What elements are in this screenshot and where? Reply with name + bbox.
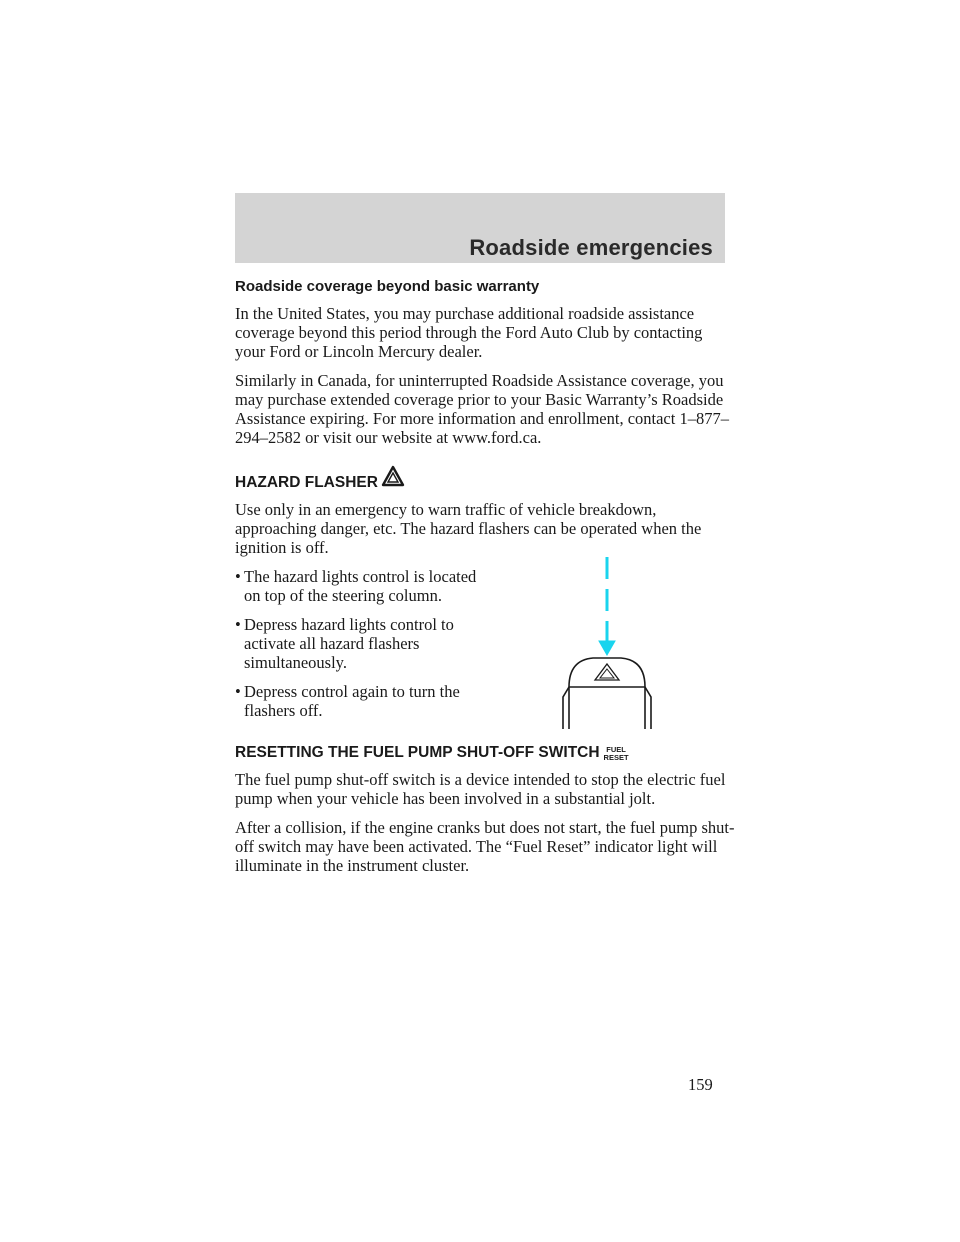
fuel-paragraph-2: After a collision, if the engine cranks but does not start, the fuel pump shut-off switch may have been activated. The “Fuel Reset” indicator light will illuminate in the instrument cluster. [235, 818, 735, 875]
list-item: • Depress control again to turn the flashers off. [235, 682, 460, 720]
section-title: Roadside emergencies [469, 235, 713, 260]
list-item: • The hazard lights control is located on top of the steering column. [235, 567, 477, 605]
coverage-heading: Roadside coverage beyond basic warranty [235, 278, 540, 295]
fuel-reset-icon-line1: FUEL [606, 745, 626, 754]
page-content [235, 278, 735, 885]
hazard-control-illustration [557, 557, 657, 737]
hazard-heading [235, 465, 735, 492]
fuel-reset-icon [604, 746, 629, 762]
section-header-bar [235, 193, 725, 263]
hazard-instructions [235, 567, 735, 720]
fuel-reset-heading-text: RESETTING THE FUEL PUMP SHUT-OFF SWITCH [235, 744, 600, 761]
hazard-paragraph: Use only in an emergency to warn traffic of vehicle breakdown, approaching danger, etc. The hazard flashers can be operated when the ignition is off. [235, 500, 702, 557]
page-number: 159 [688, 1075, 713, 1094]
coverage-paragraph-2: Similarly in Canada, for uninterrupted Roadside Assistance coverage, you may purchase extended coverage prior to your Basic Warranty’s Roadside Assistance expiring. For more information and enrollment, contact 1–877–294–2582 or visit our website at www.ford.ca. [235, 371, 729, 447]
fuel-reset-heading [235, 744, 735, 762]
list-item: • Depress hazard lights control to activate all hazard flashers simultaneously. [235, 615, 454, 672]
hazard-bullet-list [235, 567, 480, 720]
hazard-button-shape [563, 658, 651, 729]
fuel-reset-icon-line2: RESET [603, 753, 629, 762]
hazard-heading-text: HAZARD FLASHER [235, 474, 378, 491]
hazard-triangle-icon [381, 465, 405, 492]
coverage-paragraph-1: In the United States, you may purchase additional roadside assistance coverage beyond this period through the Ford Auto Club by contacting your Ford or Lincoln Mercury dealer. [235, 304, 703, 361]
pointer-arrow [599, 557, 615, 655]
fuel-paragraph-1: The fuel pump shut-off switch is a device intended to stop the electric fuel pump when your vehicle has been involved in a substantial jolt. [235, 770, 726, 808]
